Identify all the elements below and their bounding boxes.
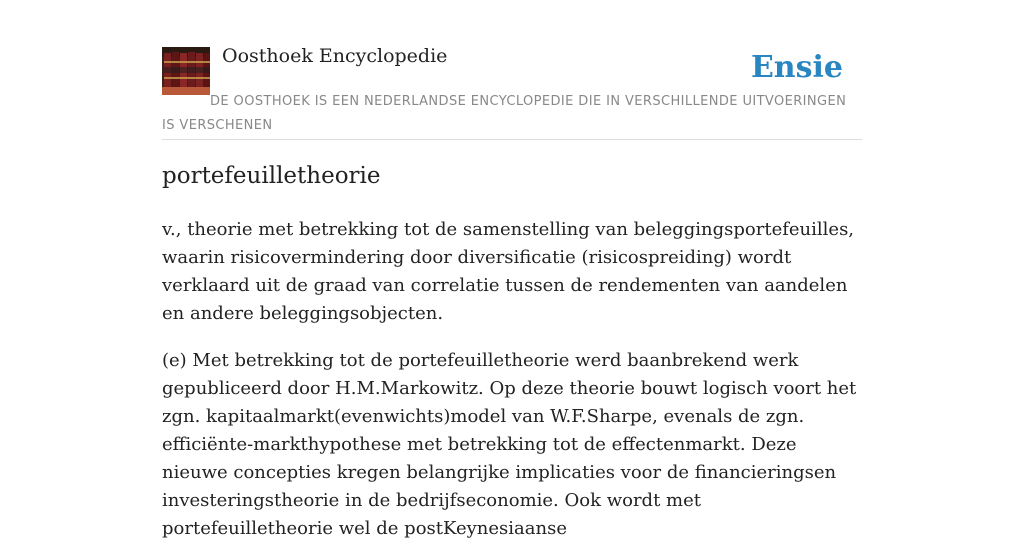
article-paragraph: (e) Met betrekking tot de portefeuilletheorie werd baanbrekend werk gepubliceerd door H.M.Markowitz. Op deze theorie bouwt logisch voort het zgn. kapitaalmarkt(evenwichts)model van W.F.Sharpe, evenals de zgn. efficiënte-markthypothese met betrekking tot de effectenmarkt. Deze nieuwe concepties kregen belangrijke implicaties voor de financieringsen investeringstheorie in de bedrijfseconomie. Ook wordt met portefeuilletheorie wel de postKeynesiaanse (162, 350, 857, 539)
article-paragraph: v., theorie met betrekking tot de samenstelling van beleggingsportefeuilles, waarin risicovermindering door diversificatie (risicospreiding) wordt verklaard uit de graad van correlatie tussen de rendementen van aandelen en andere beleggingsobjecten. (162, 219, 855, 324)
page-title: portefeuilletheorie (162, 163, 381, 189)
site-header (162, 0, 862, 140)
ensie-logo-link[interactable]: Ensie (750, 50, 843, 85)
page-container (162, 0, 862, 539)
site-tagline: DE OOSTHOEK IS EEN NEDERLANDSE ENCYCLOPEDIE DIE IN VERSCHILLENDE UITVOERINGEN IS VERSCHENEN (162, 94, 847, 133)
site-title-link[interactable]: Oosthoek Encyclopedie (222, 45, 448, 67)
avatar[interactable] (162, 47, 210, 95)
book-spines-icon (162, 47, 210, 95)
